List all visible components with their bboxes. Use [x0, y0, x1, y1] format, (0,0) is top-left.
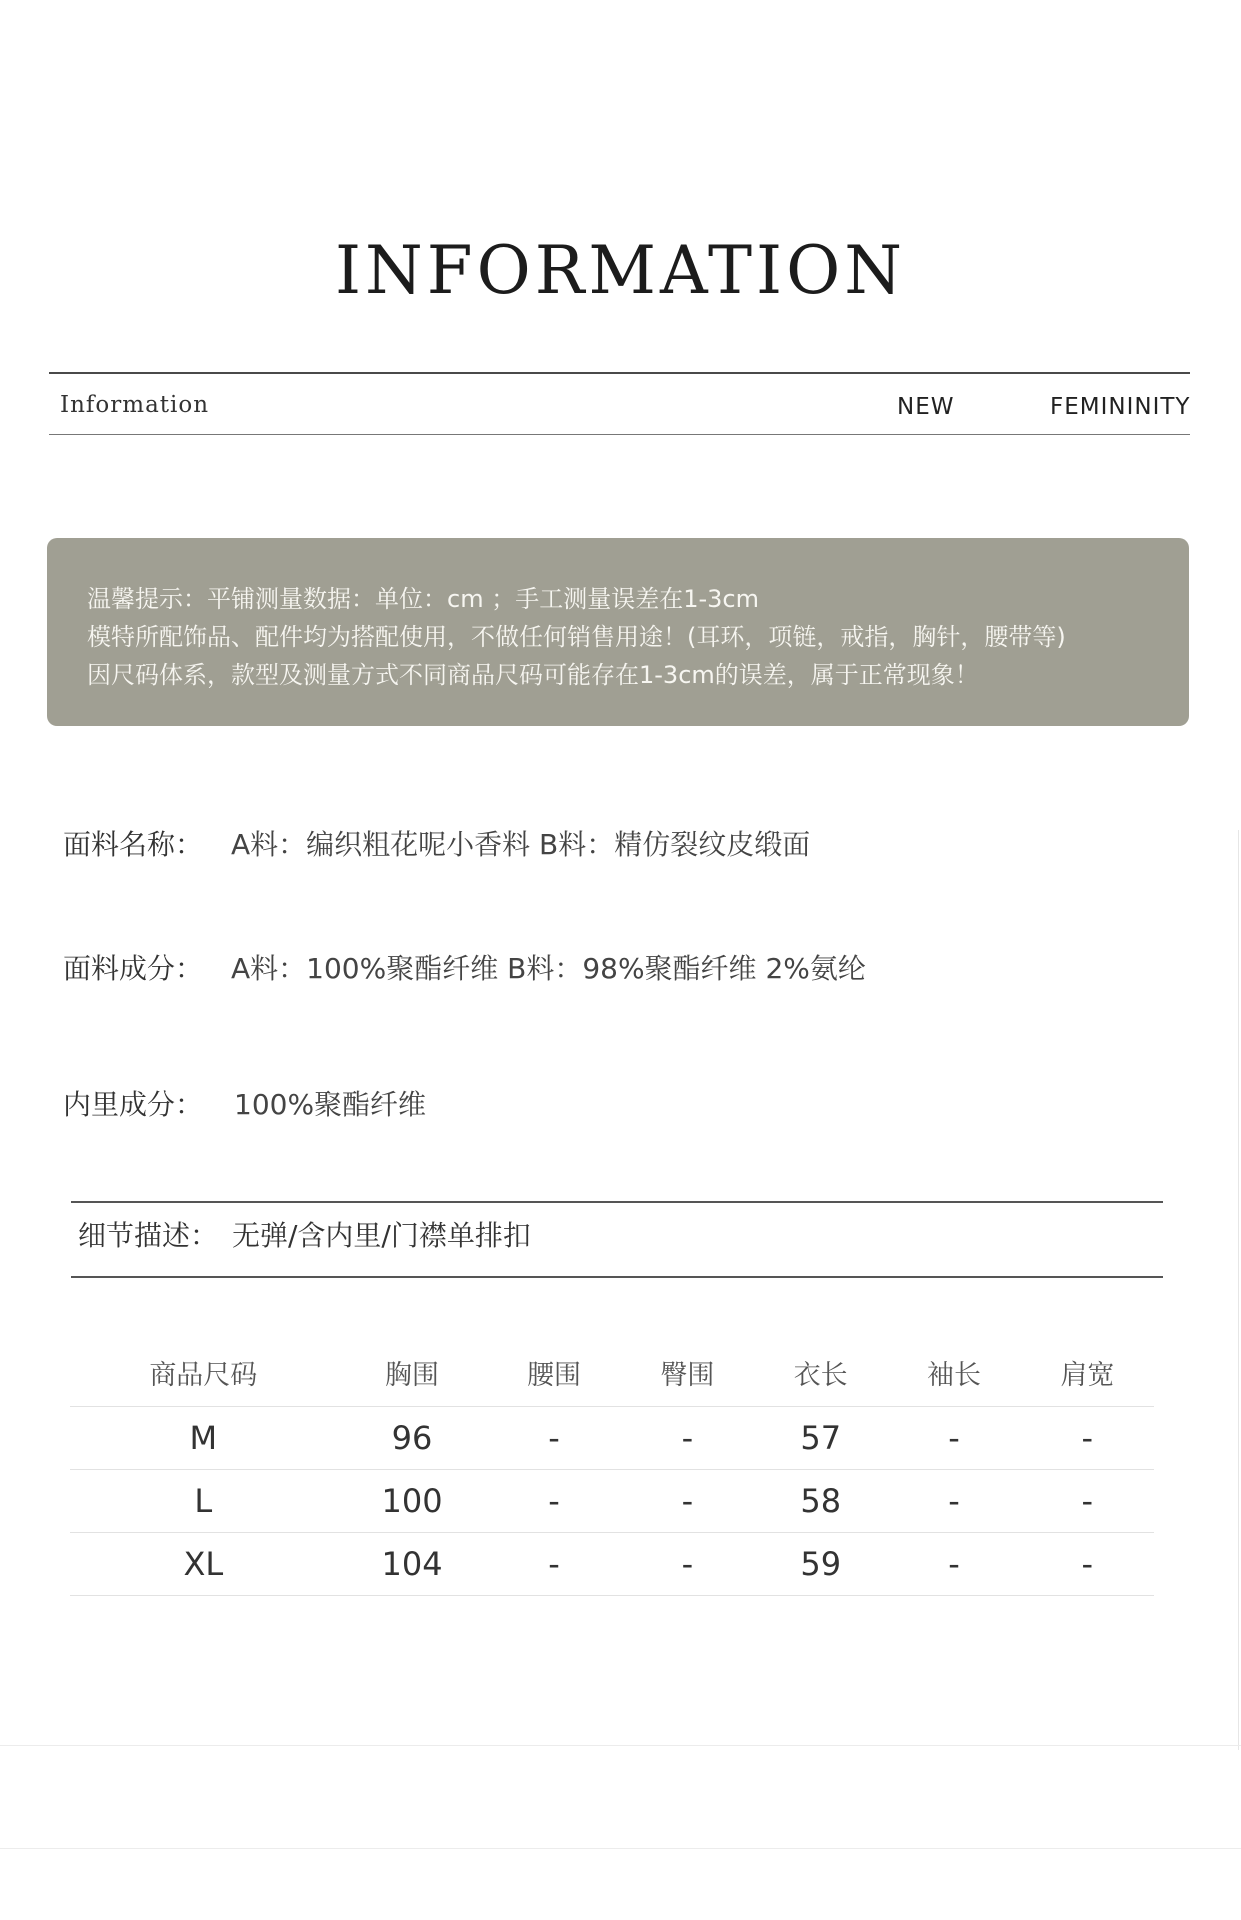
bottom-divider-2 [0, 1848, 1241, 1849]
details-bottom-rule [71, 1276, 1163, 1278]
header-sleeve: 袖长 [887, 1338, 1020, 1407]
cell-bust: 96 [337, 1407, 488, 1470]
cell-length: 59 [754, 1533, 887, 1596]
header-information-label: Information [60, 392, 210, 418]
cell-hip: - [621, 1407, 754, 1470]
header-waist: 腰围 [487, 1338, 620, 1407]
header-femininity-label: FEMININITY [1050, 394, 1191, 420]
cell-sleeve: - [887, 1470, 1020, 1533]
details-label: 细节描述： [78, 1219, 219, 1252]
lining-composition-label: 内里成分： [63, 1088, 204, 1121]
cell-waist: - [487, 1533, 620, 1596]
cell-shoulder: - [1021, 1470, 1154, 1533]
fabric-composition-value: A料：100%聚酯纤维 B料：98%聚酯纤维 2%氨纶 [231, 952, 866, 985]
cell-shoulder: - [1021, 1533, 1154, 1596]
notice-line-3: 因尺码体系，款型及测量方式不同商品尺码可能存在1-3cm的误差，属于正常现象！ [87, 661, 979, 689]
details-value: 无弹/含内里/门襟单排扣 [232, 1219, 531, 1252]
header-bust: 胸围 [337, 1338, 488, 1407]
table-row [70, 1470, 1154, 1533]
header-shoulder: 肩宽 [1021, 1338, 1154, 1407]
cell-waist: - [487, 1407, 620, 1470]
cell-size: L [70, 1470, 337, 1533]
header-hip: 臀围 [621, 1338, 754, 1407]
cell-sleeve: - [887, 1533, 1020, 1596]
right-edge-line [1238, 830, 1239, 1750]
cell-sleeve: - [887, 1407, 1020, 1470]
size-table [70, 1338, 1154, 1596]
table-row [70, 1533, 1154, 1596]
cell-length: 58 [754, 1470, 887, 1533]
table-row [70, 1407, 1154, 1470]
header-size: 商品尺码 [70, 1338, 337, 1407]
cell-bust: 100 [337, 1470, 488, 1533]
header-bottom-rule [49, 434, 1190, 435]
bottom-divider [0, 1745, 1241, 1746]
page-title: INFORMATION [334, 232, 906, 309]
lining-composition-value: 100%聚酯纤维 [234, 1088, 427, 1121]
cell-hip: - [621, 1470, 754, 1533]
cell-size: XL [70, 1533, 337, 1596]
cell-hip: - [621, 1533, 754, 1596]
cell-shoulder: - [1021, 1407, 1154, 1470]
size-table-header-row [70, 1338, 1154, 1407]
cell-bust: 104 [337, 1533, 488, 1596]
fabric-name-label: 面料名称： [63, 828, 204, 861]
details-top-rule [71, 1201, 1163, 1203]
notice-box [47, 538, 1189, 726]
fabric-composition-label: 面料成分： [63, 952, 204, 985]
header-length: 衣长 [754, 1338, 887, 1407]
header-top-rule [49, 372, 1190, 374]
notice-line-2: 模特所配饰品、配件均为搭配使用，不做任何销售用途！(耳环，项链，戒指，胸针，腰带等) [87, 623, 1066, 651]
notice-line-1: 温馨提示：平铺测量数据：单位：cm ；手工测量误差在1-3cm [87, 585, 759, 613]
cell-waist: - [487, 1470, 620, 1533]
cell-length: 57 [754, 1407, 887, 1470]
header-new-label: NEW [897, 394, 955, 420]
cell-size: M [70, 1407, 337, 1470]
fabric-name-value: A料：编织粗花呢小香料 B料：精仿裂纹皮缎面 [231, 828, 811, 861]
